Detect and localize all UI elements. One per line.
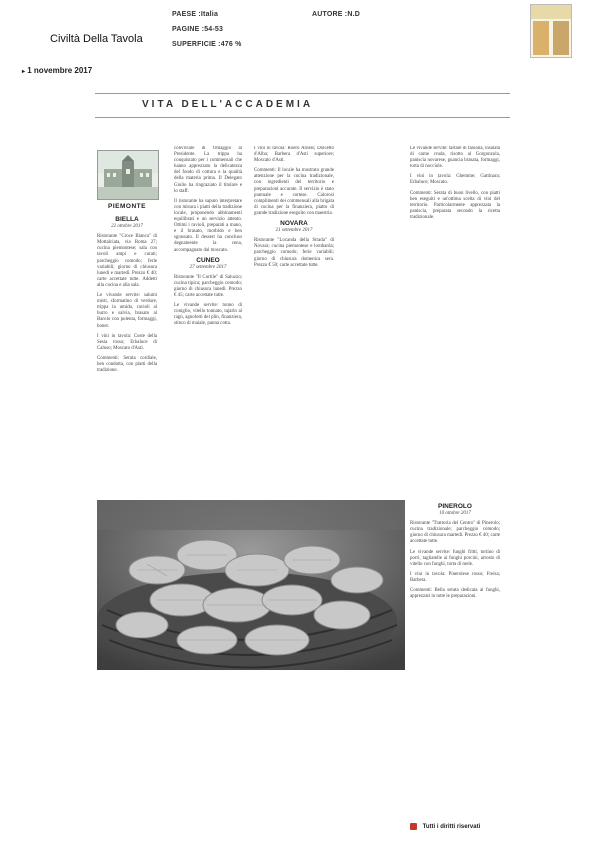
- date-novara: 21 settembre 2017: [275, 228, 313, 234]
- meta-pagine: [172, 26, 223, 33]
- region-label: PIEMONTE: [108, 203, 146, 210]
- paragraph: I vini in tavola: Coste della Sesia rosso; Erbaluce di Caluso; Moscato d'Asti.: [97, 333, 157, 351]
- paragraph: Ristorante "Trattoria del Centro" di Pinerolo; cucina tradizionale; parcheggio comodo; giorno di chiusura martedì. Prezzo € 40; carte accettate tutte.: [410, 521, 500, 545]
- meta-superficie: [172, 41, 242, 48]
- city-biella: BIELLA: [115, 216, 139, 223]
- section-title: VITA DELL'ACCADEMIA: [142, 99, 314, 110]
- issue-date: [22, 66, 92, 75]
- paragraph: I vini in tavola: Ghemme; Gattinara; Erbaluce; Moscato.: [410, 174, 500, 186]
- meta-paese-label: PAESE :: [172, 11, 201, 18]
- meta-paese: [172, 11, 218, 18]
- meta-pagine-value: 54-53: [204, 26, 224, 33]
- paragraph: Commenti: Serata cordiale, ben condotta, con piatti della tradizione.: [97, 355, 157, 374]
- meta-autore-value: N.D: [347, 11, 360, 18]
- city-pinerolo: PINEROLO: [438, 503, 472, 510]
- arrow-right-icon: ▸: [22, 69, 26, 75]
- paragraph: Commenti: Il locale ha mostrato grande attenzione per la cucina tradizionale, con ingredienti del territorio e preparazioni accurate. Il servizio è stato puntuale e cortese. Calorosi complimenti dei commensali alla brigata di cucina per la finanziera, piatto di grande tradizione eseguito con maestria.: [254, 168, 334, 216]
- paragraph: Le vivande servite: salumi misti, sformatino di verdure, trippa in umido, ravioli al burro e salvia, brasato al Barolo con polenta, formaggi, bonet.: [97, 293, 157, 329]
- region-illustration: [97, 150, 159, 200]
- paragraph: I vini in tavola: Pinerolese rosso; Freisa; Barbera.: [410, 571, 500, 583]
- column-4-top: [410, 146, 500, 496]
- city-cuneo: CUNEO: [196, 256, 220, 264]
- paragraph: Commenti: Serata di buon livello, con piatti ben eseguiti e un'ottima scelta di vini del territorio. Particolarmente apprezzata la paniscia, preparata secondo la ricetta tradizionale.: [410, 190, 500, 220]
- paragraph: Le vivande servite: tartare di fassona, insalata di carne cruda, risotto al Gorgonzola, paniscia novarese, guancia brasata, formaggi, torta di nocciole.: [410, 146, 500, 170]
- city-novara: NOVARA: [280, 220, 308, 228]
- meta-pagine-label: PAGINE :: [172, 26, 205, 33]
- paragraph: Le vivande servite: tonno di coniglio, vitello tonnato, tajarin al ragù, agnolotti del plin, finanziera, stinco di maiale, panna cotta.: [174, 303, 242, 327]
- date-pinerolo: 10 ottobre 2017: [439, 511, 471, 517]
- paragraph: Le vivande servite: funghi fritti, tortino di porri, tagliatelle ai funghi porcini, arrosto di vitello con funghi, torta di mele.: [410, 549, 500, 567]
- issue-date-text: 1 novembre 2017: [27, 66, 93, 75]
- copyright-icon: [410, 823, 417, 830]
- date-biella: 22 ottobre 2017: [111, 224, 143, 230]
- paragraph: conviviale di Omaggio al Presidente. La trippa ha conquistato per i commensali che hanno apprezzato la delicatezza del fondo di cottura e la qualità della materia prima. Il Delegato Giulio ha ringraziato il titolare e lo staff.: [174, 146, 242, 194]
- column-4-bottom: [410, 500, 500, 680]
- paragraph: Ristorante "Locanda della Strada" di Novara; cucina piemontese e lombarda; parcheggio comodo; ferie variabili; giorno di chiusura domenica sera. Prezzo € 50; carte accettate tutte.: [254, 238, 334, 268]
- cover-thumbnail: [530, 4, 572, 58]
- footer: [410, 823, 480, 830]
- date-cuneo: 27 settembre 2017: [189, 264, 227, 270]
- meta-paese-value: Italia: [200, 11, 219, 18]
- paragraph: I vini in tavola: Roero Arneis; Dolcetto d'Alba; Barbera d'Asti superiore; Moscato d'Asti.: [254, 146, 334, 164]
- meta-superficie-value: 476 %: [220, 41, 242, 48]
- section-rule-top: [95, 93, 510, 94]
- paragraph: Ristorante "Croce Bianca" di Mottalciata, via Roma 27; cucina piemontese; sala con tavoli ampi e curati; parcheggio comodo; ferie variabili; giorno di chiusura lunedì e martedì. Prezzo € 40; carte accettate tutte. Addetti alla cucina e alla sala.: [97, 234, 157, 288]
- footer-text: Tutti i diritti riservati: [422, 824, 481, 831]
- column-3: [254, 146, 334, 486]
- meta-autore: [312, 11, 360, 18]
- meta-autore-label: AUTORE :: [312, 11, 348, 18]
- section-rule-bottom: [95, 117, 510, 118]
- mushroom-photo: [97, 500, 405, 670]
- column-2: [174, 146, 242, 464]
- meta-superficie-label: SUPERFICIE :: [172, 41, 221, 48]
- paragraph: Commenti: Bella serata dedicata ai funghi, apprezzati in tutte le preparazioni.: [410, 588, 500, 600]
- paragraph: Il ristorante ha saputo interpretare con misura i piatti della tradizione locale, proponendo abbinamenti equilibrati e un servizio attento. Ottimi i ravioli, preparati a mano, e il brasato, morbido e ben sgrassato. Il dessert ha concluso degnamente la cena, accompagnato dal moscato.: [174, 198, 242, 253]
- paragraph: Ristorante "Il Cortile" di Saluzzo; cucina tipica; parcheggio comodo; giorno di chiusura lunedì. Prezzo € 45; carte accettate tutte.: [174, 274, 242, 299]
- publication-name: Civiltà Della Tavola: [50, 33, 143, 45]
- column-1: [97, 213, 157, 463]
